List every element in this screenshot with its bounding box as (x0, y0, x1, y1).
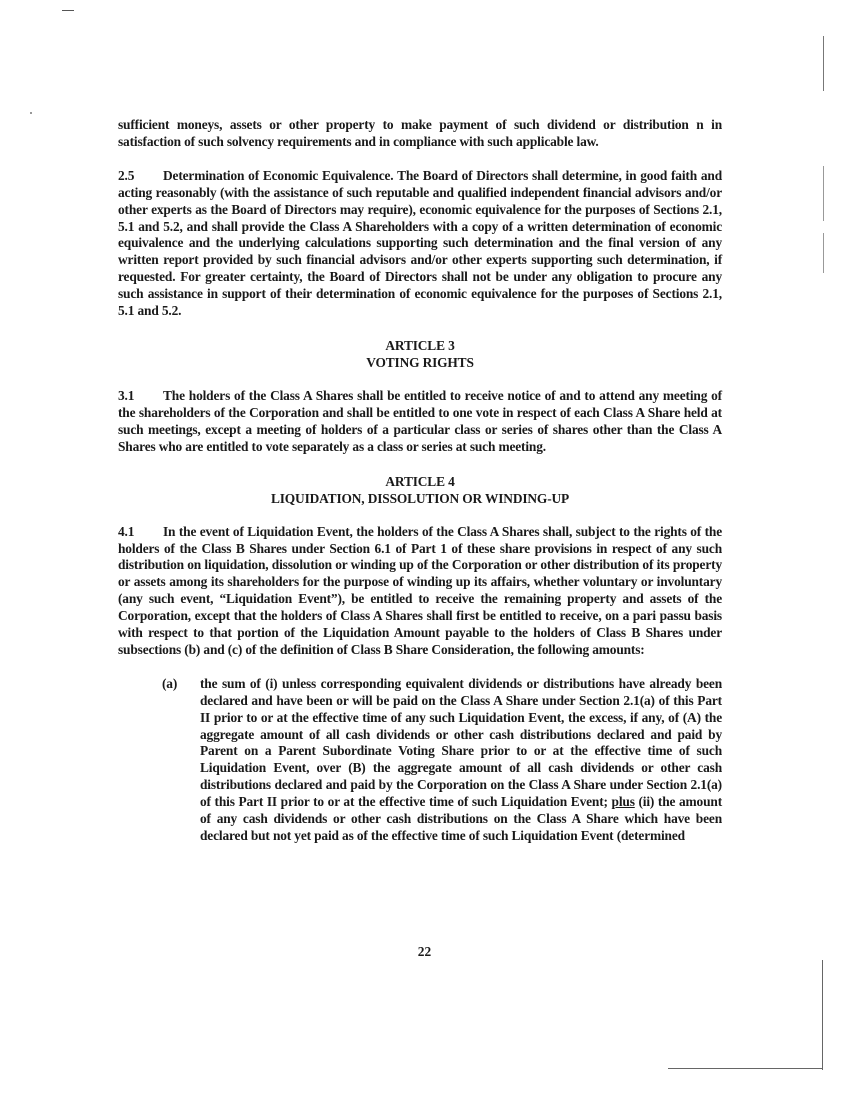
section-text: The Board of Directors shall determine, in good faith and acting reasonably (with the assistance of such reputable and qualified independent financial advisors and/or other experts as the Board of Directors may require), economic equivalence for the purposes of Sections 2.1, 5.1 and 5.2, and shall provide the Class A Shareholders with a copy of a written determination of economic equivalence and the underlying calculations supporting such determination and the final version of any written report provided by such financial advisors and/or other experts supporting such determination, if requested. For greater certainty, the Board of Directors shall not be under any obligation to procure any such assistance in support of their determination of economic equivalence for the purposes of Sections 2.1, 5.1 and 5.2. (118, 167, 722, 319)
scan-artifact-edge-line (823, 36, 824, 91)
item-text-after: (ii) the amount of any cash dividends or other cash distributions on the Class A Share which have been declared but not yet paid as of the effective time of such Liquidation Event (determined (200, 794, 723, 843)
section-text: The holders of the Class A Shares shall be entitled to receive notice of and to attend any meeting of the shareholders of the Corporation and shall be entitled to one vote in respect of each Class A Share held at such meetings, except a meeting of holders of a particular class or series of shares other than the Class A Shares who are entitled to vote separately as a class or series at such meeting. (118, 387, 722, 454)
scan-artifact-edge-line (823, 233, 824, 273)
scan-artifact-edge-line (823, 166, 824, 221)
section-number: 3.1 (118, 387, 135, 403)
section-number: 2.5 (118, 167, 135, 183)
page-number: 22 (417, 944, 432, 959)
article-3-heading (118, 337, 722, 371)
list-item-label: (a) (162, 675, 178, 691)
section-3-1 (118, 388, 722, 456)
section-4-1 (118, 524, 722, 659)
list-item-text (200, 676, 722, 845)
section-number: 4.1 (118, 523, 135, 539)
section-text: In the event of Liquidation Event, the holders of the Class A Shares shall, subject to the rights of the holders of the Class B Shares under Section 6.1 of Part 1 of these share provisions in respect of any such distribution on liquidation, dissolution or winding up of the Corporation or other distribution of its property or assets among its shareholders for the purpose of winding up its affairs, whether voluntary or involuntary (any such event, “Liquidation Event”), be entitled to receive the remaining property and assets of the Corporation, except that the holders of Class A Shares shall first be entitled to receive, on a pari passu basis with respect to that portion of the Liquidation Amount payable to the holders of Class B Shares under subsections (b) and (c) of the definition of Class B Share Consideration, the following amounts: (118, 523, 722, 657)
underlined-term: plus (611, 794, 635, 810)
scan-artifact-dot (30, 112, 32, 114)
list-item-a (118, 676, 722, 845)
article-4-heading (118, 473, 722, 507)
document-body (118, 117, 722, 845)
paragraph-intro: sufficient moneys, assets or other property to make payment of such dividend or distribution n in satisfaction of such solvency requirements and in compliance with such applicable law. (118, 117, 722, 149)
article-subtitle: LIQUIDATION, DISSOLUTION OR WINDING-UP (270, 490, 570, 506)
section-2-5 (118, 168, 722, 320)
scan-artifact-mark (62, 10, 74, 11)
scan-artifact-edge-line (822, 960, 823, 1070)
article-title: ARTICLE 4 (385, 473, 455, 489)
article-subtitle: VOTING RIGHTS (366, 354, 474, 370)
article-title: ARTICLE 3 (385, 337, 455, 353)
item-text-before: the sum of (i) unless corresponding equivalent dividends or distributions have already been declared and have been or will be paid on the Class A Share under Section 2.1(a) of this Part II prior to or at the effective time of any such Liquidation Event, the excess, if any, of (A) the aggregate amount of all cash dividends or other cash distributions declared and paid by Parent on a Parent Subordinate Voting Share prior to or at the effective time of such Liquidation Event, over (B) the aggregate amount of all cash dividends or other cash distributions declared and paid by the Corporation on the Class A Share under Section 2.1(a) of this Part II prior to or at the effective time of such Liquidation Event; (200, 675, 722, 810)
scan-artifact-corner-line (668, 1068, 822, 1069)
section-heading: Determination of Economic Equivalence. (163, 167, 394, 183)
